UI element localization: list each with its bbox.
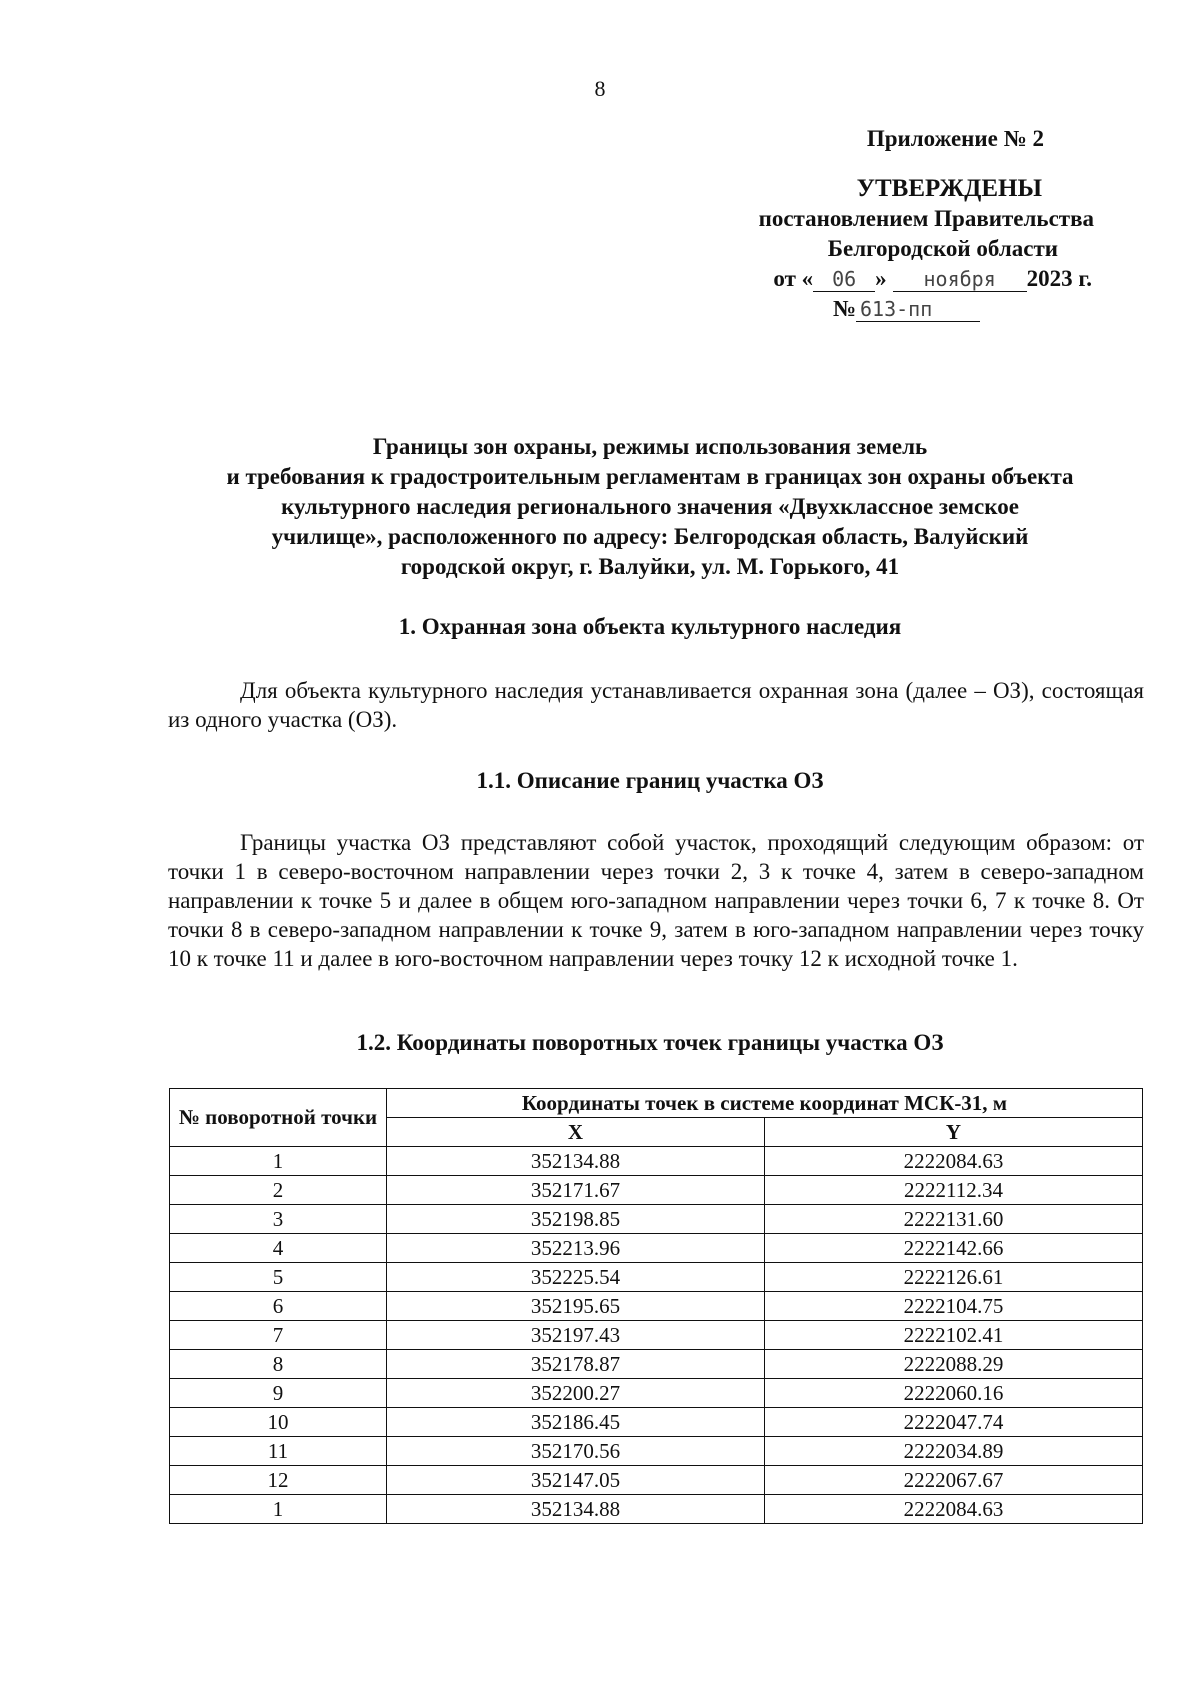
cell-x: 352170.56 [387,1437,765,1466]
cell-point: 6 [170,1292,387,1321]
table-row [170,1176,1143,1205]
title-line: городской округ, г. Валуйки, ул. М. Горького, 41 [400,554,900,579]
title-line: культурного наследия регионального значения «Двухклассное земское [281,494,1019,519]
column-header-y: Y [765,1118,1143,1147]
cell-y: 2222126.61 [765,1263,1143,1292]
cell-point: 1 [170,1147,387,1176]
table-row [170,1292,1143,1321]
column-header-x: X [387,1118,765,1147]
cell-y: 2222067.67 [765,1466,1143,1495]
cell-point: 1 [170,1495,387,1524]
cell-x: 352198.85 [387,1205,765,1234]
table-row [170,1147,1143,1176]
page-number: 8 [594,76,606,101]
table-row [170,1379,1143,1408]
cell-point: 12 [170,1466,387,1495]
column-header-coords: Координаты точек в системе координат МСК-31, м [387,1089,1143,1118]
approval-line-region: Белгородской области [827,236,1058,261]
section-1-text: Для объекта культурного наследия устанавливается охранная зона (далее – ОЗ), состоящая из одного участка (ОЗ). [168,678,1144,732]
appendix-label: Приложение № 2 [866,126,1044,151]
cell-y: 2222104.75 [765,1292,1143,1321]
approval-number-line [660,294,1100,324]
cell-y: 2222131.60 [765,1205,1143,1234]
cell-y: 2222060.16 [765,1379,1143,1408]
approval-block [660,124,1100,324]
section-1-1-heading: 1.1. Описание границ участка ОЗ [476,768,824,793]
cell-y: 2222084.63 [765,1495,1143,1524]
cell-point: 11 [170,1437,387,1466]
section-1-2-heading: 1.2. Координаты поворотных точек границы участка ОЗ [356,1030,944,1055]
cell-y: 2222112.34 [765,1176,1143,1205]
decree-number: 613-пп [856,297,980,322]
date-prefix: от « [773,266,814,291]
table-body [170,1147,1143,1524]
number-prefix: № [832,296,856,321]
cell-x: 352195.65 [387,1292,765,1321]
table-row [170,1466,1143,1495]
cell-y: 2222102.41 [765,1321,1143,1350]
cell-y: 2222088.29 [765,1350,1143,1379]
cell-x: 352186.45 [387,1408,765,1437]
table-row [170,1495,1143,1524]
column-header-point: № поворотной точки [170,1089,387,1147]
coordinates-table [169,1088,1143,1524]
cell-x: 352171.67 [387,1176,765,1205]
title-line: Границы зон охраны, режимы использования земель [372,434,928,459]
cell-point: 10 [170,1408,387,1437]
cell-point: 3 [170,1205,387,1234]
cell-x: 352213.96 [387,1234,765,1263]
cell-point: 7 [170,1321,387,1350]
cell-point: 9 [170,1379,387,1408]
cell-y: 2222142.66 [765,1234,1143,1263]
approval-line-decree: постановлением Правительства [758,206,1094,231]
cell-point: 8 [170,1350,387,1379]
section-1-heading: 1. Охранная зона объекта культурного наследия [398,614,902,639]
date-month: ноября [893,267,1027,292]
cell-point: 4 [170,1234,387,1263]
cell-x: 352225.54 [387,1263,765,1292]
date-mid: » [875,266,887,291]
cell-y: 2222047.74 [765,1408,1143,1437]
table-row [170,1263,1143,1292]
title-line: и требования к градостроительным регламентам в границах зон охраны объекта [226,464,1074,489]
cell-point: 5 [170,1263,387,1292]
approved-heading: УТВЕРЖДЕНЫ [856,175,1042,202]
table-row [170,1408,1143,1437]
table-row [170,1205,1143,1234]
title-line: училище», расположенного по адресу: Белгородская область, Валуйский [271,524,1029,549]
cell-x: 352134.88 [387,1147,765,1176]
table-row [170,1321,1143,1350]
section-1-1-text: Границы участка ОЗ представляют собой участок, проходящий следующим образом: от точки 1 в северо-восточном направлении через точки 2, 3 к точке 4, затем в северо-западном направлении к точке 5 и далее в общем юго-западном направлении через точки 6, 7 к точке 8. От точки 8 в северо-западном направлении к точке 9, затем в юго-западном направлении через точку 10 к точке 11 и далее в юго-восточном направлении через точку 12 к исходной точке 1. [168,830,1144,971]
date-day: 06 [813,267,875,292]
table-row [170,1350,1143,1379]
cell-x: 352147.05 [387,1466,765,1495]
date-year: 2023 г. [1026,266,1092,291]
cell-y: 2222034.89 [765,1437,1143,1466]
approval-date-line [660,264,1100,294]
cell-x: 352197.43 [387,1321,765,1350]
table-row [170,1234,1143,1263]
document-title [160,432,1140,582]
cell-x: 352200.27 [387,1379,765,1408]
cell-y: 2222084.63 [765,1147,1143,1176]
table-row [170,1437,1143,1466]
cell-point: 2 [170,1176,387,1205]
cell-x: 352178.87 [387,1350,765,1379]
cell-x: 352134.88 [387,1495,765,1524]
